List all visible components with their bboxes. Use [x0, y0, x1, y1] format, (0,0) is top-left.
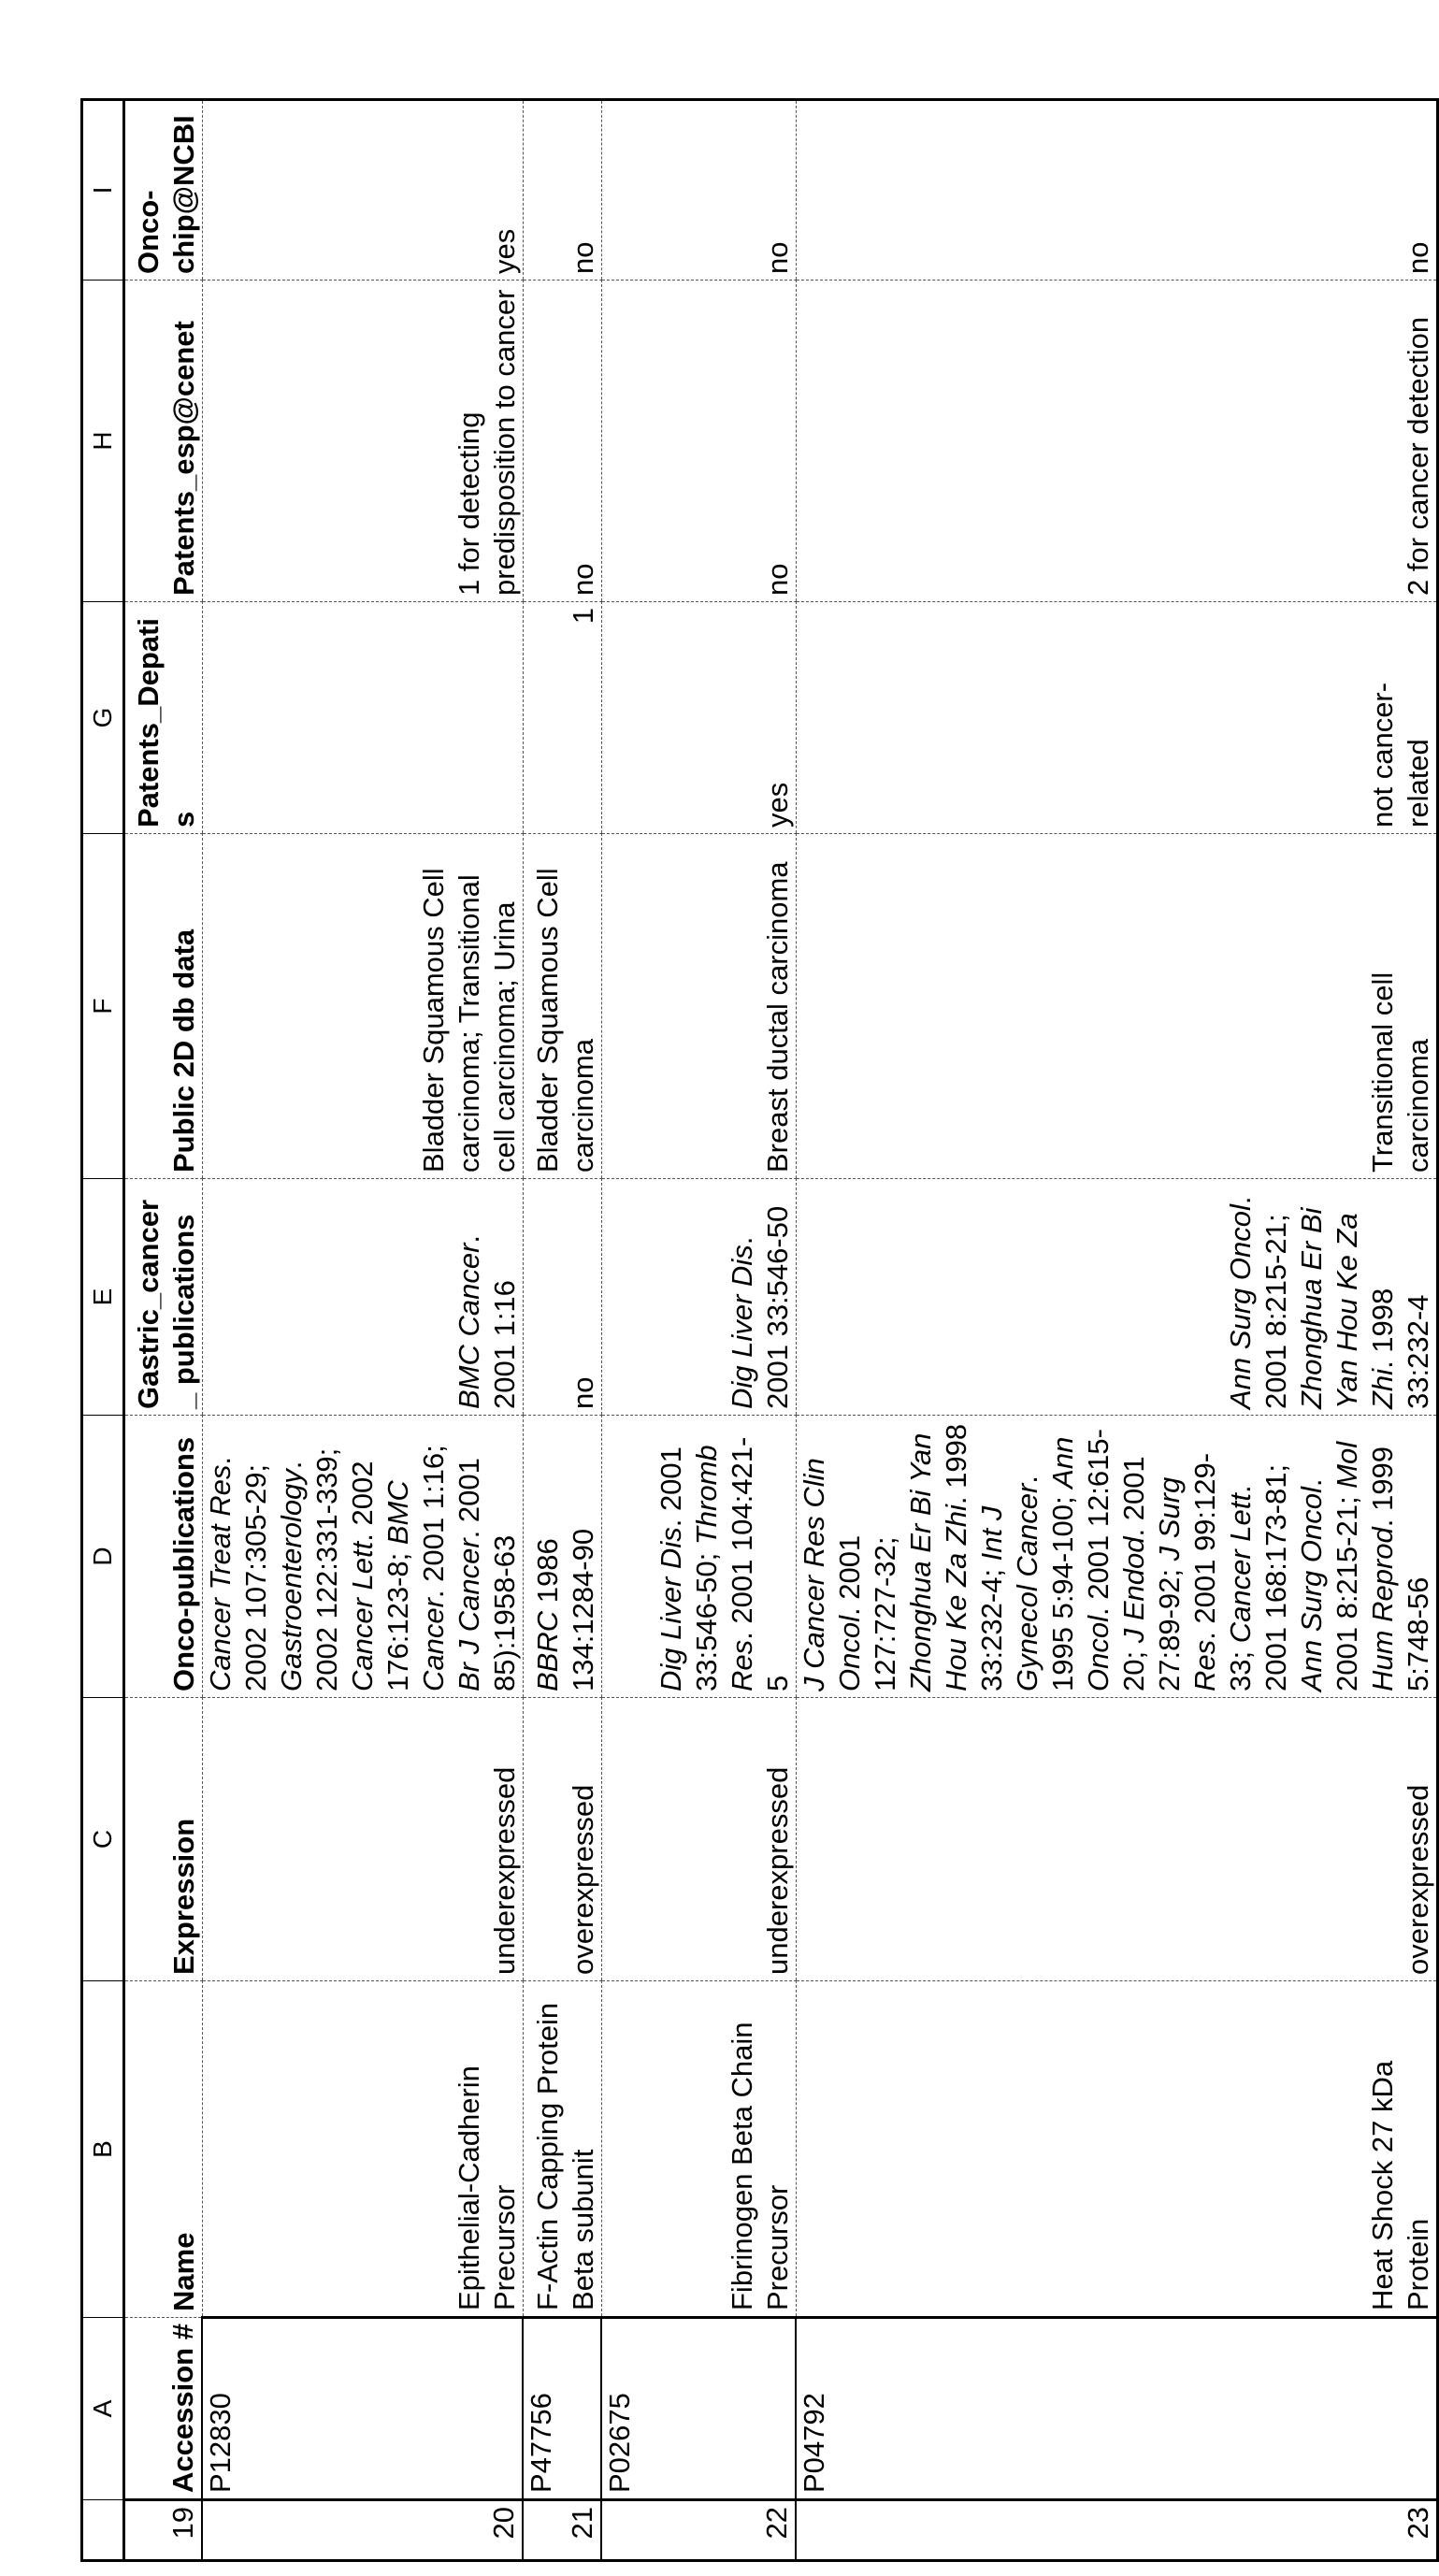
cell-patents-depatis[interactable]: yes [601, 602, 796, 834]
header-patents-espacenet[interactable]: Patents_esp@cenet [124, 281, 203, 602]
cell-oncochip[interactable]: no [601, 100, 796, 281]
cell-expression[interactable]: underexpressed [202, 1698, 523, 1981]
column-letter-e[interactable]: E [82, 1179, 124, 1416]
column-letter-g[interactable]: G [82, 602, 124, 834]
cell-patents-espacenet[interactable]: no [523, 281, 601, 602]
table-row [796, 100, 1437, 2561]
row-number[interactable]: 19 [124, 2500, 203, 2561]
cell-gastric-publications[interactable]: Ann Surg Oncol. 2001 8:215-21; Zhonghua Er Bi Yan Hou Ke Za Zhi. 1998 33:232-4 [796, 1179, 1437, 1416]
header-gastric-publications[interactable]: Gastric_cancer_ publications [124, 1179, 203, 1416]
cell-patents-espacenet[interactable]: 2 for cancer detection [796, 281, 1437, 602]
column-letter-a[interactable]: A [82, 2318, 124, 2500]
column-letter-b[interactable]: B [82, 1981, 124, 2318]
cell-patents-depatis[interactable]: not cancer-related [796, 602, 1437, 834]
header-accession[interactable]: Accession # [124, 2318, 203, 2500]
cell-accession[interactable]: P02675 [601, 2318, 796, 2500]
cell-onco-publications[interactable]: Dig Liver Dis. 2001 33:546-50; Thromb Res. 2001 104:421-5 [601, 1416, 796, 1698]
cell-expression[interactable]: overexpressed [796, 1698, 1437, 1981]
cell-gastric-publications[interactable]: BMC Cancer. 2001 1:16 [202, 1179, 523, 1416]
table-row [523, 100, 601, 2561]
header-expression[interactable]: Expression [124, 1698, 203, 1981]
cell-name[interactable]: Heat Shock 27 kDa Protein [796, 1981, 1437, 2318]
cell-gastric-publications[interactable]: Dig Liver Dis. 2001 33:546-50 [601, 1179, 796, 1416]
column-letter-i[interactable]: I [82, 100, 124, 281]
cell-public-2d-db[interactable]: Bladder Squamous Cell carcinoma [523, 834, 601, 1179]
header-public-2d-db[interactable]: Public 2D db data [124, 834, 203, 1179]
cell-name[interactable]: Epithelial-Cadherin Precursor [202, 1981, 523, 2318]
cell-name[interactable]: Fibrinogen Beta Chain Precursor [601, 1981, 796, 2318]
cell-oncochip[interactable]: yes [202, 100, 523, 281]
cell-patents-depatis[interactable] [202, 602, 523, 834]
cell-gastric-publications[interactable]: no [523, 1179, 601, 1416]
cell-public-2d-db[interactable]: Transitional cell carcinoma [796, 834, 1437, 1179]
cell-accession[interactable]: P47756 [523, 2318, 601, 2500]
cell-patents-depatis[interactable]: 1 [523, 602, 601, 834]
column-letter-h[interactable]: H [82, 281, 124, 602]
header-row [124, 100, 203, 2561]
cell-onco-publications[interactable]: J Cancer Res Clin Oncol. 2001 127:727-32; Zhonghua Er Bi Yan Hou Ke Za Zhi. 1998 33:232-4; Int J Gynecol Cancer. 1995 5:94-100; Ann Oncol. 2001 12:615-20; J Endod. 2001 27:89-92; J Surg Res. 2001 99:129-33; Cancer Lett. 2001 168:173-81; Ann Surg Oncol. 2001 8:215-21; Mol Hum Reprod. 1999 5:748-56 [796, 1416, 1437, 1698]
header-name[interactable]: Name [124, 1981, 203, 2318]
row-number[interactable]: 22 [601, 2500, 796, 2561]
column-letter-d[interactable]: D [82, 1416, 124, 1698]
row-number[interactable]: 20 [202, 2500, 523, 2561]
table-row [601, 100, 796, 2561]
cell-public-2d-db[interactable]: Breast ductal carcinoma [601, 834, 796, 1179]
cell-oncochip[interactable]: no [523, 100, 601, 281]
cell-accession[interactable]: P12830 [202, 2318, 523, 2500]
cell-name[interactable]: F-Actin Capping Protein Beta subunit [523, 1981, 601, 2318]
column-letter-header [82, 100, 124, 2561]
cell-onco-publications[interactable]: BBRC 1986 134:1284-90 [523, 1416, 601, 1698]
cell-accession[interactable]: P04792 [796, 2318, 1437, 2500]
column-letter-c[interactable]: C [82, 1698, 124, 1981]
row-number[interactable]: 21 [523, 2500, 601, 2561]
header-onco-publications[interactable]: Onco-publications [124, 1416, 203, 1698]
cell-expression[interactable]: overexpressed [523, 1698, 601, 1981]
row-number[interactable]: 23 [796, 2500, 1437, 2561]
spreadsheet-rotated [80, 101, 1434, 2562]
data-table [80, 98, 1439, 2562]
column-letter-f[interactable]: F [82, 834, 124, 1179]
cell-patents-espacenet[interactable]: no [601, 281, 796, 602]
cell-patents-espacenet[interactable]: 1 for detecting predisposition to cancer [202, 281, 523, 602]
cell-expression[interactable]: underexpressed [601, 1698, 796, 1981]
header-patents-depatis[interactable]: Patents_Depatis [124, 602, 203, 834]
cell-oncochip[interactable]: no [796, 100, 1437, 281]
select-all-corner[interactable] [82, 2500, 124, 2561]
header-oncochip[interactable]: Onco- chip@NCBI [124, 100, 203, 281]
table-row [202, 100, 523, 2561]
cell-public-2d-db[interactable]: Bladder Squamous Cell carcinoma; Transitional cell carcinoma; Urina [202, 834, 523, 1179]
cell-onco-publications[interactable]: Cancer Treat Res. 2002 107:305-29; Gastroenterology. 2002 122:331-339; Cancer Lett. 2002 176:123-8; BMC Cancer. 2001 1:16; Br J Cancer. 2001 85):1958-63 [202, 1416, 523, 1698]
